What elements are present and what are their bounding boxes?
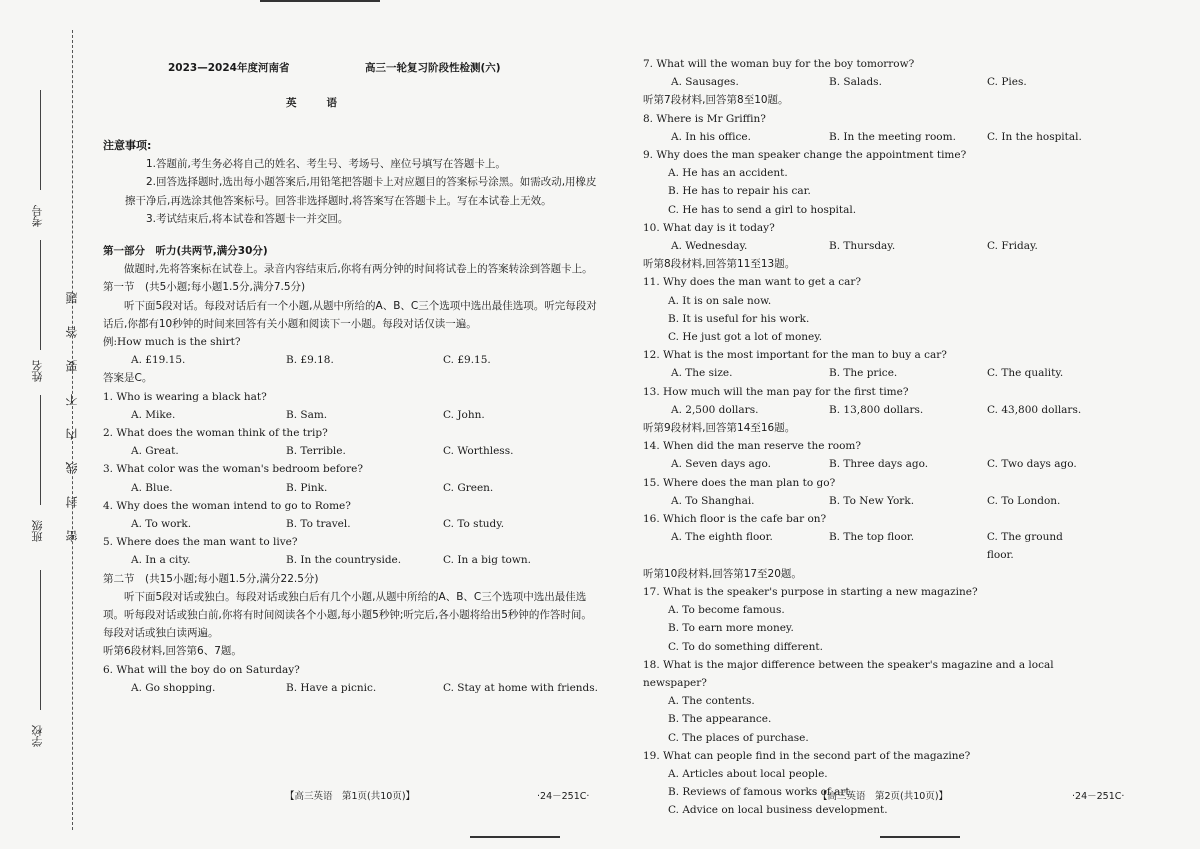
option: C. John. xyxy=(443,408,485,421)
option: B. Reviews of famous works of art. xyxy=(668,786,853,799)
question: 12. What is the most important for the man to buy a car? xyxy=(643,349,947,362)
option: C. The ground floor. xyxy=(986,531,1063,562)
exam-name: 高三一轮复习阶段性检测(六) xyxy=(365,62,501,74)
option: A. In a city. xyxy=(131,554,191,567)
footer-page-1: 【高三英语 第1页(共10页)】 xyxy=(285,791,416,802)
seal-notice: 密封线内不要答题 xyxy=(65,270,79,542)
option: C. To London. xyxy=(987,494,1061,507)
option: C. The quality. xyxy=(987,367,1064,380)
option: C. Pies. xyxy=(987,76,1027,89)
question: 3. What color was the woman's bedroom before? xyxy=(103,463,363,476)
question: 16. Which floor is the cafe bar on? xyxy=(643,513,827,526)
option: A. Go shopping. xyxy=(131,681,216,694)
option: B. It is useful for his work. xyxy=(668,312,810,325)
option: B. Pink. xyxy=(286,481,328,494)
option: A. He has an accident. xyxy=(668,167,788,180)
question: 19. What can people find in the second part of the magazine? xyxy=(643,749,971,762)
note-item: 1.答题前,考生务必将自己的姓名、考生号、考场号、座位号填写在答题卡上。 xyxy=(146,158,506,171)
option: B. The price. xyxy=(829,367,898,380)
options-row xyxy=(643,73,1093,91)
option: B. He has to repair his car. xyxy=(668,185,811,198)
footer-code-2: ·24－251C· xyxy=(1072,791,1125,802)
option: B. £9.18. xyxy=(286,354,334,367)
options-row xyxy=(643,364,1093,382)
option: A. £19.15. xyxy=(131,354,186,367)
material-instruction: 听第7段材料,回答第8至10题。 xyxy=(643,94,789,107)
notes-heading: 注意事项: xyxy=(103,139,152,152)
option: A. Seven days ago. xyxy=(671,458,772,471)
option: B. Have a picnic. xyxy=(285,681,377,694)
option: C. Stay at home with friends. xyxy=(442,681,599,694)
example-question: 例:How much is the shirt? xyxy=(103,336,241,349)
option: B. In the countryside. xyxy=(286,554,402,567)
footer-page-2: 【高三英语 第2页(共10页)】 xyxy=(818,791,949,802)
option: B. In the meeting room. xyxy=(829,130,956,143)
example-answer: 答案是C。 xyxy=(103,372,153,385)
example-options xyxy=(103,351,598,369)
option: C. Two days ago. xyxy=(987,458,1077,471)
options-row xyxy=(103,551,598,569)
question: 7. What will the woman buy for the boy tomorrow? xyxy=(643,58,915,70)
field-underline xyxy=(40,395,41,505)
field-underline xyxy=(40,90,41,190)
question: 5. Where does the man want to live? xyxy=(103,536,298,549)
option: B. Thursday. xyxy=(829,240,896,253)
option: C. £9.15. xyxy=(443,354,491,367)
option: A. In his office. xyxy=(671,130,751,143)
page-1 xyxy=(103,55,598,697)
section1-intro: 听下面5段对话。每段对话后有一个小题,从题中所给的A、B、C三个选项中选出最佳选项。听完每段对话后,你都有10秒钟的时间来回答有关小题和阅读下一小题。每段对话仅读一遍。 xyxy=(103,299,597,330)
option: C. In a big town. xyxy=(443,554,531,567)
option: A. The contents. xyxy=(668,695,755,708)
option: C. Green. xyxy=(443,481,494,494)
question: 4. Why does the woman intend to go to Rome? xyxy=(103,499,351,512)
field-label-class: 班级 xyxy=(31,520,44,542)
option: C. 43,800 dollars. xyxy=(987,403,1082,416)
section2-intro: 听下面5段对话或独白。每段对话或独白后有几个小题,从题中所给的A、B、C三个选项中选出最佳选项。听每段对话或独白前,你将有时间阅读各个小题,每小题5秒钟;听完后,各小题将给出5秒钟的作答时间。每段对话或独白读两遍。 xyxy=(103,590,592,640)
option: B. To earn more money. xyxy=(668,622,794,635)
note-item: 3.考试结束后,将本试卷和答题卡一并交回。 xyxy=(146,212,349,225)
options-row xyxy=(643,528,1093,564)
material-instruction: 听第6段材料,回答第6、7题。 xyxy=(103,645,242,658)
option: C. He has to send a girl to hospital. xyxy=(668,203,857,216)
exam-subject: 英语 xyxy=(286,97,367,109)
options-row xyxy=(103,479,598,497)
option: C. The places of purchase. xyxy=(668,731,809,744)
question: 8. Where is Mr Griffin? xyxy=(643,112,766,125)
option: B. Sam. xyxy=(286,408,328,421)
options-row xyxy=(103,406,598,424)
options-row xyxy=(103,515,598,533)
option: C. Advice on local business development. xyxy=(668,804,888,817)
option: B. Terrible. xyxy=(286,445,346,458)
question: 14. When did the man reserve the room? xyxy=(643,440,862,453)
field-label-name: 姓名 xyxy=(31,360,44,382)
option: C. To study. xyxy=(443,518,505,531)
exam-header xyxy=(103,55,598,81)
option: A. Wednesday. xyxy=(671,240,748,253)
question-6: 6. What will the boy do on Saturday? xyxy=(103,663,300,676)
material-instruction: 听第9段材料,回答第14至16题。 xyxy=(643,422,796,435)
option: A. 2,500 dollars. xyxy=(671,403,759,416)
option: A. It is on sale now. xyxy=(668,294,772,307)
section1-title: 第一节 (共5小题;每小题1.5分,满分7.5分) xyxy=(103,281,306,294)
part1-title: 第一部分 听力(共两节,满分30分) xyxy=(103,245,268,258)
option: B. 13,800 dollars. xyxy=(829,403,924,416)
section2-title: 第二节 (共15小题;每小题1.5分,满分22.5分) xyxy=(103,572,319,585)
options-row xyxy=(643,401,1093,419)
option: A. To work. xyxy=(131,518,192,531)
option: B. Three days ago. xyxy=(829,458,929,471)
field-underline xyxy=(40,570,41,710)
material-instruction: 听第8段材料,回答第11至13题。 xyxy=(643,258,796,271)
option: A. Sausages. xyxy=(671,76,739,89)
option: A. The size. xyxy=(671,367,733,380)
question: 18. What is the major difference between the speaker's magazine and a local newspaper? xyxy=(643,658,1054,689)
options-row xyxy=(643,128,1093,146)
option: A. To become famous. xyxy=(668,604,785,617)
option: C. In the hospital. xyxy=(987,130,1082,143)
question: 9. Why does the man speaker change the appointment time? xyxy=(643,149,967,162)
option: C. He just got a lot of money. xyxy=(668,331,823,344)
option: B. The appearance. xyxy=(668,713,772,726)
footer-code-1: ·24－251C· xyxy=(537,791,590,802)
option: B. To New York. xyxy=(829,494,915,507)
field-label-school: 学校 xyxy=(31,725,44,747)
question: 17. What is the speaker's purpose in starting a new magazine? xyxy=(643,585,978,598)
part1-intro: 做题时,先将答案标在试卷上。录音内容结束后,你将有两分钟的时间将试卷上的答案转涂到答题卡上。 xyxy=(124,263,593,276)
option: A. Mike. xyxy=(131,408,176,421)
question: 2. What does the woman think of the trip? xyxy=(103,427,328,440)
material-instruction: 听第10段材料,回答第17至20题。 xyxy=(643,567,802,580)
exam-year-region: 2023—2024年度河南省 xyxy=(168,62,290,74)
binding-margin xyxy=(0,0,90,849)
question: 13. How much will the man pay for the first time? xyxy=(643,385,909,398)
page-2 xyxy=(643,55,1093,820)
option: B. The top floor. xyxy=(828,531,915,544)
option: A. The eighth floor. xyxy=(671,531,773,544)
options-row xyxy=(643,455,1093,473)
option: A. Blue. xyxy=(131,481,173,494)
options-row xyxy=(643,492,1093,510)
question: 10. What day is it today? xyxy=(643,221,775,234)
question: 15. Where does the man plan to go? xyxy=(643,476,836,489)
section1-questions xyxy=(103,388,598,570)
option: C. Worthless. xyxy=(443,445,514,458)
options-row xyxy=(643,237,1093,255)
option: A. To Shanghai. xyxy=(671,494,755,507)
field-label-exam-number: 考号 xyxy=(31,205,44,227)
option: C. To do something different. xyxy=(668,640,823,653)
scan-mark xyxy=(880,836,960,838)
option: C. Friday. xyxy=(987,240,1038,253)
option: B. Salads. xyxy=(829,76,882,89)
question: 1. Who is wearing a black hat? xyxy=(103,390,267,403)
option: A. Articles about local people. xyxy=(668,767,828,780)
option: B. To travel. xyxy=(286,518,351,531)
question-6-options xyxy=(103,679,598,697)
options-row xyxy=(103,442,598,460)
scan-mark xyxy=(260,0,380,2)
question: 11. Why does the man want to get a car? xyxy=(643,276,862,289)
option: A. Great. xyxy=(131,445,179,458)
scan-mark xyxy=(470,836,560,838)
field-underline xyxy=(40,240,41,350)
note-item: 2.回答选择题时,选出每小题答案后,用铅笔把答题卡上对应题目的答案标号涂黑。如需改动,用橡皮擦干净后,再选涂其他答案标号。回答非选择题时,将答案写在答题卡上。写在本试卷上无效。 xyxy=(125,176,597,207)
